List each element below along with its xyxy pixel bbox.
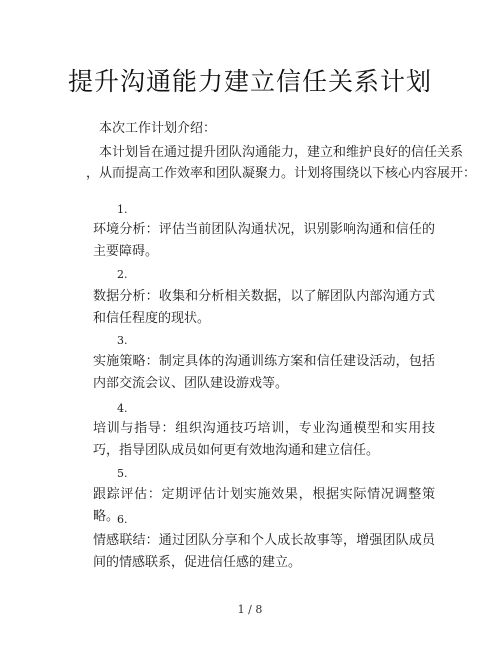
item-number-4: 4.: [117, 402, 128, 415]
item-number-6: 6.: [117, 513, 128, 526]
list-item-2: 数据分析：收集和分析相关数据，以了解团队内部沟通方式和信任程度的现状。: [93, 289, 435, 326]
item-number-1: 1.: [117, 203, 128, 216]
list-item-5: 跟踪评估：定期评估计划实施效果，根据实际情况调整策略。: [93, 487, 435, 524]
item-number-3: 3.: [117, 334, 128, 347]
document-title: 提升沟通能力建立信任关系计划: [67, 67, 432, 96]
page-indicator: 1 / 8: [237, 603, 263, 616]
list-item-4: 培训与指导：组织沟通技巧培训，专业沟通模型和实用技巧，指导团队成员如何更有效地沟通和建立信任。: [93, 421, 435, 458]
intro-paragraph-line-2: ，从而提高工作效率和团队凝聚力。计划将围绕以下核心内容展开：: [86, 166, 477, 181]
item-number-5: 5.: [117, 467, 128, 480]
intro-paragraph-line-1: 本计划旨在通过提升团队沟通能力，建立和维护良好的信任关系: [99, 145, 464, 160]
list-item-1: 环境分析：评估当前团队沟通状况，识别影响沟通和信任的主要障碍。: [93, 222, 435, 259]
list-item-6: 情感联结：通过团队分享和个人成长故事等，增强团队成员间的情感联系，促进信任感的建立。: [93, 533, 435, 570]
item-number-2: 2.: [117, 268, 128, 281]
intro-label: 本次工作计划介绍：: [99, 121, 217, 136]
list-item-3: 实施策略：制定具体的沟通训练方案和信任建设活动，包括内部交流会议、团队建设游戏等。: [93, 354, 435, 391]
